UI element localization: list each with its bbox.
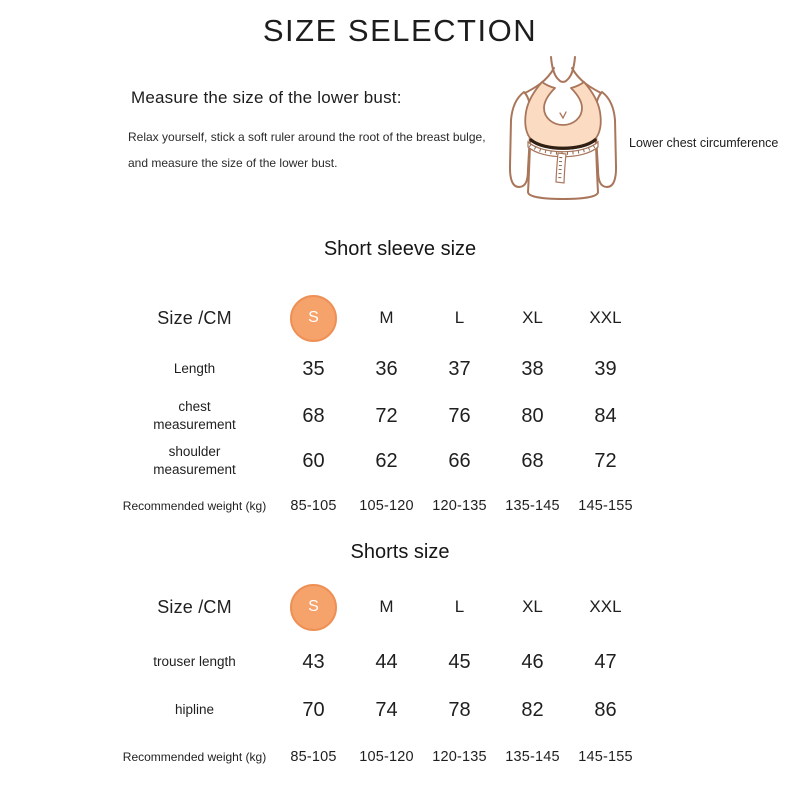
length-value-xl: 38 (521, 357, 544, 380)
shoulder-value-xxl: 72 (594, 449, 617, 472)
hipline-value-xl: 82 (521, 698, 544, 721)
weight-range-m: 105-120 (359, 749, 414, 765)
hipline-value-xxl: 86 (594, 698, 617, 721)
hipline-value-l: 78 (448, 698, 471, 721)
row-label-shoulder: shoulder measurement (153, 444, 236, 477)
row-label-chest: chest measurement (153, 399, 236, 432)
weight-range-xxl: 145-155 (578, 749, 633, 765)
size-option-m: M (379, 597, 394, 616)
torso-illustration-icon (498, 56, 630, 202)
shoulder-value-xl: 68 (521, 449, 544, 472)
size-unit-header: Size /CM (157, 307, 232, 328)
trouser-length-value-xl: 46 (521, 650, 544, 673)
shorts-size-heading: Shorts size (350, 541, 450, 563)
length-value-l: 37 (448, 357, 471, 380)
size-option-xl: XL (522, 308, 543, 327)
row-label-weight: Recommended weight (kg) (122, 499, 267, 513)
short-sleeve-size-heading: Short sleeve size (323, 238, 477, 260)
chest-value-l: 76 (448, 404, 471, 427)
trouser-length-value-s: 43 (302, 650, 325, 673)
size-option-s (277, 292, 350, 344)
weight-range-xxl: 145-155 (578, 498, 633, 514)
measure-instructions (128, 124, 488, 176)
trouser-length-value-m: 44 (375, 650, 398, 673)
neck-outline (551, 57, 575, 82)
weight-range-m: 105-120 (359, 498, 414, 514)
instruction-line-1: Relax yourself, stick a soft ruler around the root of the breast bulge, (128, 130, 486, 144)
chest-value-m: 72 (375, 404, 398, 427)
shoulder-value-s: 60 (302, 449, 325, 472)
size-option-xl: XL (522, 597, 543, 616)
measure-heading: Measure the size of the lower bust: (131, 88, 402, 107)
row-label-hipline: hipline (174, 702, 215, 718)
chest-value-xl: 80 (521, 404, 544, 427)
illustration-label: Lower chest circumference (629, 136, 779, 150)
hipline-value-m: 74 (375, 698, 398, 721)
weight-range-s: 85-105 (290, 749, 337, 765)
size-option-xxl: XXL (589, 597, 622, 616)
size-option-l: L (454, 597, 465, 616)
row-label-length: Length (173, 361, 216, 377)
row-label-trouser-length: trouser length (153, 654, 236, 670)
chest-value-xxl: 84 (594, 404, 617, 427)
hipline-value-s: 70 (302, 698, 325, 721)
length-value-xxl: 39 (594, 357, 617, 380)
shoulder-value-m: 62 (375, 449, 398, 472)
weight-range-xl: 135-145 (505, 749, 560, 765)
size-option-l: L (454, 308, 465, 327)
size-option-m: M (379, 308, 394, 327)
weight-range-l: 120-135 (432, 498, 487, 514)
trouser-length-value-xxl: 47 (594, 650, 617, 673)
size-option-s (277, 578, 350, 636)
length-value-s: 35 (302, 357, 325, 380)
size-option-xxl: XXL (589, 308, 622, 327)
page-title: SIZE SELECTION (262, 13, 538, 48)
weight-range-l: 120-135 (432, 749, 487, 765)
weight-range-s: 85-105 (290, 498, 337, 514)
selected-size-badge: S (290, 295, 337, 342)
selected-size-badge: S (290, 584, 337, 631)
shoulder-value-l: 66 (448, 449, 471, 472)
weight-range-xl: 135-145 (505, 498, 560, 514)
row-label-weight: Recommended weight (kg) (122, 750, 267, 764)
trouser-length-value-l: 45 (448, 650, 471, 673)
crop-top (525, 82, 601, 149)
size-unit-header: Size /CM (157, 596, 232, 617)
length-value-m: 36 (375, 357, 398, 380)
bust-measurement-illustration (498, 56, 630, 202)
instruction-line-2: and measure the size of the lower bust. (128, 156, 338, 170)
shorts-size-table (112, 578, 642, 782)
short-sleeve-size-table (112, 292, 642, 528)
chest-value-s: 68 (302, 404, 325, 427)
